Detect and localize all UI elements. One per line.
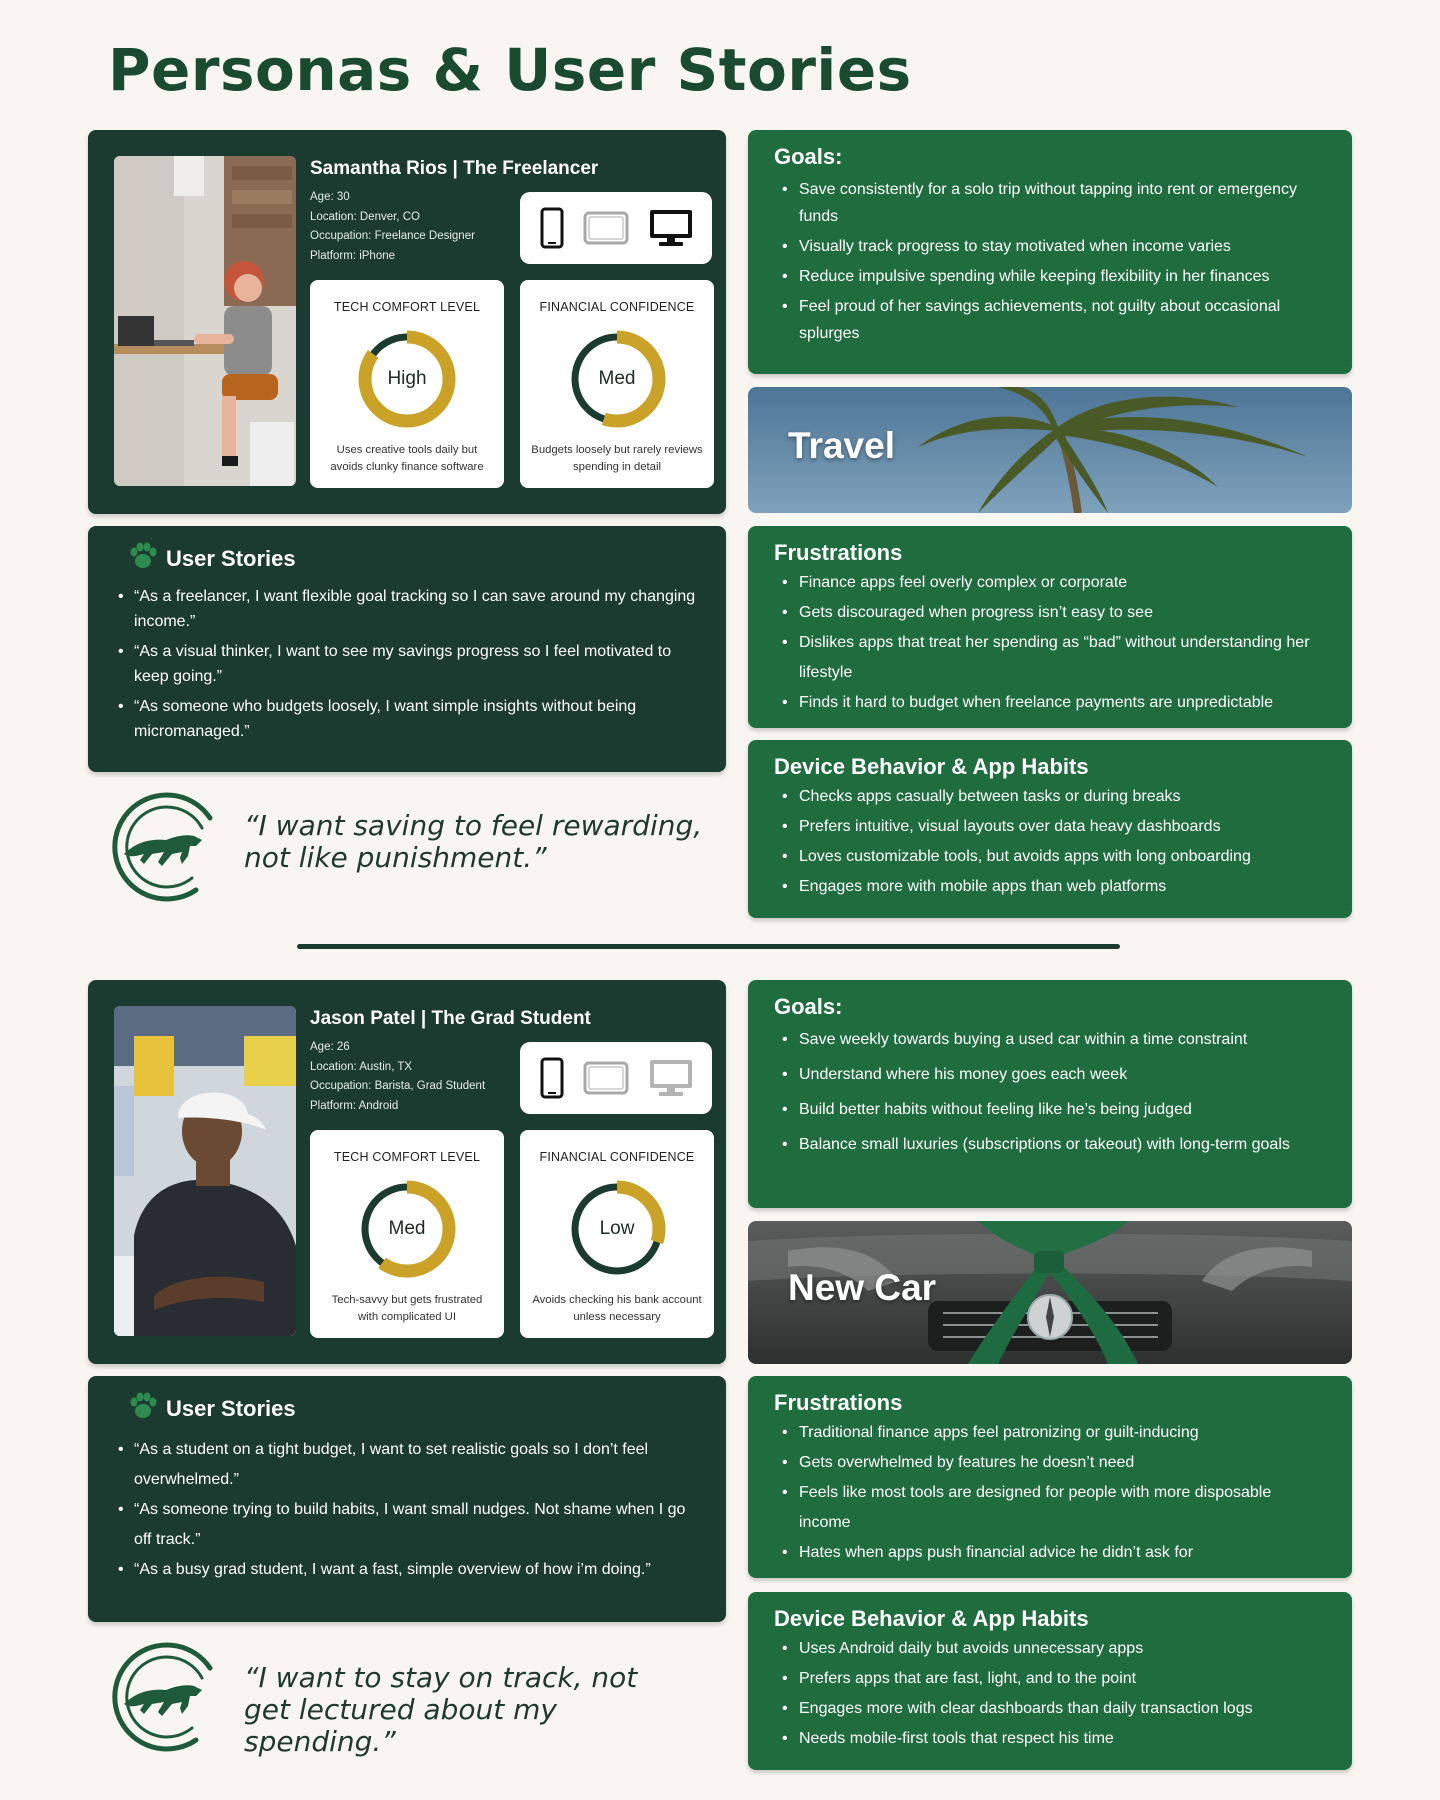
frustrations-card <box>748 1376 1352 1578</box>
frustrations-title: Frustrations <box>774 1390 903 1415</box>
device-habits-title: Device Behavior & App Habits <box>774 754 1089 779</box>
gauge-level: High <box>387 368 427 389</box>
user-stories-header <box>128 542 696 575</box>
frustration-item: • Hates when apps push financial advice he didn’t ask for <box>774 1538 1326 1568</box>
tablet-icon <box>583 211 629 245</box>
device-habits-card <box>748 740 1352 918</box>
persona-photo <box>114 1006 296 1336</box>
persona-location: Location: Denver, CO <box>310 210 420 223</box>
meter-label: FINANCIAL CONFIDENCE <box>539 1150 695 1164</box>
panther-logo-icon <box>110 1642 224 1754</box>
goal-banner <box>748 1221 1352 1364</box>
user-stories-title: User Stories <box>166 545 296 571</box>
persona-details <box>310 1038 485 1116</box>
gauge-level: Low <box>599 1218 635 1239</box>
persona-occupation: Occupation: Freelance Designer <box>310 230 475 242</box>
frustration-item: • Dislikes apps that treat her spending as “bad” without understanding her lifestyle <box>774 628 1326 688</box>
goal-item: • Save consistently for a solo trip without tapping into rent or emergency funds <box>774 176 1326 230</box>
goals-title: Goals: <box>774 994 843 1019</box>
tablet-icon <box>583 1061 629 1095</box>
frustrations-list <box>774 1418 1326 1568</box>
persona-location: Location: Austin, TX <box>310 1060 413 1073</box>
desktop-icon <box>649 209 693 247</box>
frustration-item: • Gets discouraged when progress isn’t easy to see <box>774 598 1326 628</box>
user-stories-header <box>128 1392 696 1425</box>
goal-item: • Understand where his money goes each week <box>774 1061 1326 1088</box>
persona-occupation: Occupation: Barista, Grad Student <box>310 1080 486 1092</box>
frustration-item: • Gets overwhelmed by features he doesn’t need <box>774 1448 1326 1478</box>
user-story-item: • “As a freelancer, I want flexible goal tracking so I can save around my changing income.” <box>118 585 696 634</box>
panther-logo-icon <box>110 792 224 904</box>
phone-icon <box>540 207 564 249</box>
financial-confidence-gauge <box>562 1174 672 1284</box>
habit-item: • Uses Android daily but avoids unnecessary apps <box>774 1634 1326 1664</box>
device-habits-title: Device Behavior & App Habits <box>774 1606 1089 1631</box>
habit-item: • Engages more with mobile apps than web platforms <box>774 872 1326 902</box>
user-story-item: • “As a busy grad student, I want a fast, simple overview of how i’m doing.” <box>118 1555 696 1585</box>
tech-comfort-gauge <box>352 324 462 434</box>
banner-label: New Car <box>788 1267 937 1308</box>
frustration-item: • Feels like most tools are designed for people with more disposable income <box>774 1478 1326 1538</box>
tech-comfort-gauge <box>352 1174 462 1284</box>
goals-title: Goals: <box>774 144 843 169</box>
goal-item: • Balance small luxuries (subscriptions or takeout) with long-term goals <box>774 1131 1326 1158</box>
device-habits-list <box>774 782 1326 902</box>
financial-confidence-gauge <box>562 324 672 434</box>
persona-age: Age: 30 <box>310 191 350 203</box>
goals-card <box>748 130 1352 374</box>
financial-confidence-meter <box>520 280 714 488</box>
goal-item: • Visually track progress to stay motivated when income varies <box>774 233 1326 260</box>
meter-label: TECH COMFORT LEVEL <box>333 300 481 314</box>
habit-item: • Needs mobile-first tools that respect his time <box>774 1724 1326 1754</box>
meter-label: TECH COMFORT LEVEL <box>333 1150 481 1164</box>
quote-text: “I want saving to feel rewarding, not like punishment.” <box>244 809 703 874</box>
meter-description: Uses creative tools daily but avoids clunky finance software <box>330 444 484 473</box>
goal-item: • Reduce impulsive spending while keeping flexibility in her finances <box>774 263 1326 290</box>
tech-comfort-meter <box>310 280 504 488</box>
frustration-item: • Finance apps feel overly complex or corporate <box>774 568 1326 598</box>
meter-description: Avoids checking his bank account unless necessary <box>532 1294 702 1323</box>
paw-icon <box>128 1392 158 1425</box>
goal-item: • Feel proud of her savings achievements, not guilty about occasional splurges <box>774 293 1326 347</box>
user-stories-list <box>118 585 696 744</box>
meter-label: FINANCIAL CONFIDENCE <box>539 300 695 314</box>
user-stories-list <box>118 1435 696 1585</box>
persona-platform: Platform: Android <box>310 1099 399 1112</box>
user-story-item: • “As a visual thinker, I want to see my savings progress so I feel motivated to keep going.” <box>118 640 696 689</box>
frustration-item: • Finds it hard to budget when freelance payments are unpredictable <box>774 688 1326 718</box>
frustrations-title: Frustrations <box>774 540 903 565</box>
habit-item: • Checks apps casually between tasks or during breaks <box>774 782 1326 812</box>
user-stories-title: User Stories <box>166 1395 296 1421</box>
page-title: Personas & User Stories <box>108 36 912 104</box>
device-habits-card <box>748 1592 1352 1770</box>
frustration-item: • Traditional finance apps feel patronizing or guilt-inducing <box>774 1418 1326 1448</box>
profile-card <box>88 130 726 514</box>
meter-description: Tech-savvy but gets frustrated with complicated UI <box>331 1294 483 1323</box>
goal-banner <box>748 387 1352 513</box>
frustrations-list <box>774 568 1326 718</box>
persona-section-2 <box>0 980 1440 1800</box>
device-icons <box>520 1042 712 1114</box>
user-stories-card <box>88 1376 726 1622</box>
habit-item: • Loves customizable tools, but avoids apps with long onboarding <box>774 842 1326 872</box>
user-story-item: • “As a student on a tight budget, I want to set realistic goals so I don’t feel overwhelmed.” <box>118 1435 696 1495</box>
persona-name: Jason Patel | The Grad Student <box>310 1008 591 1029</box>
banner-label: Travel <box>788 425 895 466</box>
goal-item: • Save weekly towards buying a used car within a time constraint <box>774 1026 1326 1053</box>
profile-card <box>88 980 726 1364</box>
habit-item: • Prefers apps that are fast, light, and to the point <box>774 1664 1326 1694</box>
phone-icon <box>540 1057 564 1099</box>
paw-icon <box>128 542 158 575</box>
desktop-icon <box>649 1059 693 1097</box>
persona-section-1 <box>0 130 1440 950</box>
persona-platform: Platform: iPhone <box>310 249 396 262</box>
goal-item: • Build better habits without feeling like he’s being judged <box>774 1096 1326 1123</box>
financial-confidence-meter <box>520 1130 714 1338</box>
goals-list <box>774 176 1326 347</box>
goals-card <box>748 980 1352 1208</box>
gauge-level: Med <box>598 368 636 389</box>
persona-age: Age: 26 <box>310 1041 350 1053</box>
section-divider <box>297 944 1120 949</box>
habit-item: • Prefers intuitive, visual layouts over data heavy dashboards <box>774 812 1326 842</box>
tech-comfort-meter <box>310 1130 504 1338</box>
meter-description: Budgets loosely but rarely reviews spending in detail <box>531 444 703 473</box>
user-story-item: • “As someone trying to build habits, I want small nudges. Not shame when I go off track.” <box>118 1495 696 1555</box>
habit-item: • Engages more with clear dashboards than daily transaction logs <box>774 1694 1326 1724</box>
goals-list <box>774 1026 1326 1158</box>
frustrations-card <box>748 526 1352 728</box>
persona-quote <box>110 1642 730 1758</box>
persona-quote <box>110 792 730 902</box>
device-habits-list <box>774 1634 1326 1754</box>
persona-details <box>310 188 475 266</box>
gauge-level: Med <box>388 1218 426 1239</box>
persona-name: Samantha Rios | The Freelancer <box>310 158 599 179</box>
user-stories-card <box>88 526 726 772</box>
device-icons <box>520 192 712 264</box>
quote-text: “I want to stay on track, not get lectured about my spending.” <box>244 1661 638 1758</box>
persona-photo <box>114 156 296 486</box>
user-story-item: • “As someone who budgets loosely, I want simple insights without being micromanaged.” <box>118 695 696 744</box>
